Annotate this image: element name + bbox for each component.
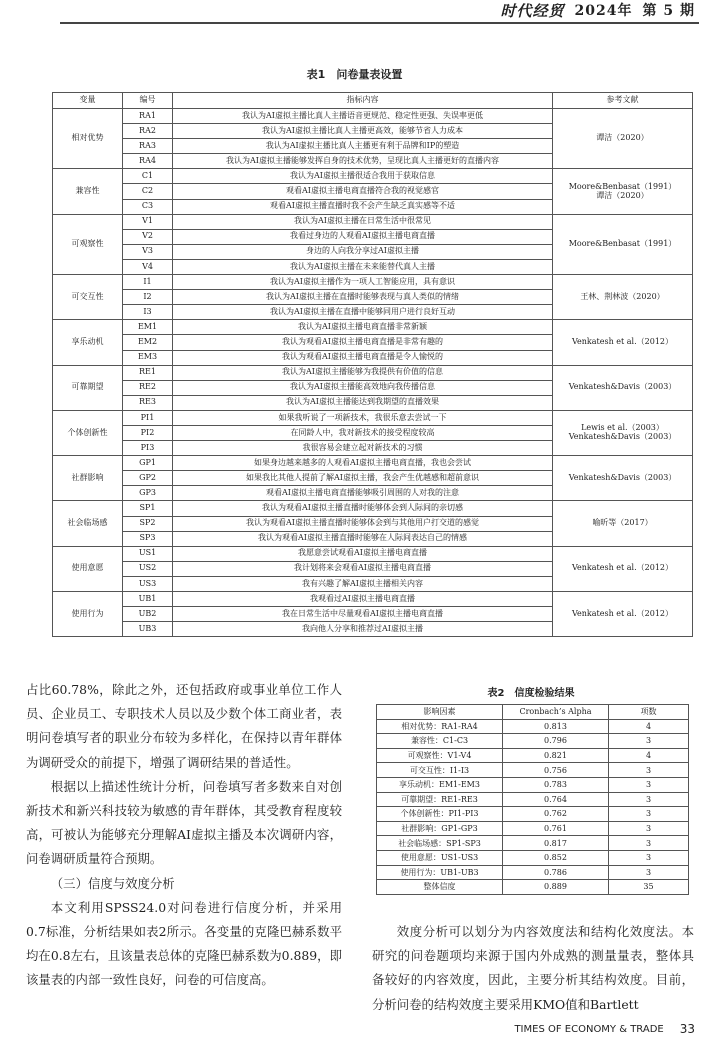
item-code-cell: C2 [123,184,173,199]
table2-cell: 0.821 [503,748,609,763]
variable-cell: 社会临场感 [53,501,123,546]
table2-cell: 0.852 [503,850,609,865]
item-text-cell: 我很容易会建立起对新技术的习惯 [173,441,553,456]
table-row [377,821,689,836]
item-text-cell: 我认为AI虚拟主播作为一项人工智能应用，具有意识 [173,275,553,290]
item-text-cell: 我在日常生活中尽量观看AI虚拟主播电商直播 [173,607,553,622]
table2-cell: 0.813 [503,719,609,734]
item-text-cell: 观看AI虚拟主播电商直播能够吸引周围的人对我的注意 [173,486,553,501]
table2-cell: 0.764 [503,792,609,807]
table-row [377,836,689,851]
table2-cell: 3 [609,821,689,836]
table2-cell: 0.796 [503,734,609,749]
item-text-cell: 我认为AI虚拟主播比真人主播语音更规范、稳定性更强、失误率更低 [173,109,553,124]
table2-header-cell: 影响因素 [377,705,503,720]
table2-cell: 3 [609,763,689,778]
variable-cell: 可交互性 [53,275,123,320]
item-text-cell: 我有兴趣了解AI虚拟主播相关内容 [173,576,553,591]
table-row [377,734,689,749]
item-text-cell: 我认为AI虚拟主播在直播时能够表现与真人类似的情绪 [173,290,553,305]
table2-cell: 0.761 [503,821,609,836]
table2-cell: 35 [609,880,689,895]
table2-cell: 可观察性：V1-V4 [377,748,503,763]
item-code-cell: I3 [123,305,173,320]
table2-cell: 0.762 [503,807,609,822]
item-text-cell: 观看AI虚拟主播直播时我不会产生缺乏真实感等不适 [173,199,553,214]
page-footer [514,1022,695,1036]
table-row [53,592,693,607]
reference-cell: Venkatesh et al.（2012） [553,320,693,365]
item-code-cell: GP1 [123,456,173,471]
variable-cell: 兼容性 [53,169,123,214]
paragraph: 本文利用SPSS24.0对问卷进行信度分析，并采用0.7标准，分析结果如表2所示。各变量的克隆巴赫系数平均在0.8左右，且该量表总体的克隆巴赫系数为0.889，即该量表的内部一致性良好，问卷的可信度高。 [26,899,342,988]
item-code-cell: C1 [123,169,173,184]
item-code-cell: US2 [123,561,173,576]
table-row [53,546,693,561]
table-row [377,777,689,792]
table2-cell: 社会临场感：SP1-SP3 [377,836,503,851]
reference-cell: 王林、荆林波（2020） [553,275,693,320]
item-code-cell: PI2 [123,425,173,440]
table2-cell: 整体信度 [377,880,503,895]
table2-header-cell: Cronbach’s Alpha [503,705,609,720]
item-code-cell: PI3 [123,441,173,456]
journal-issue: 第 5 期 [642,3,695,19]
item-code-cell: EM1 [123,320,173,335]
table-row [53,169,693,184]
item-text-cell: 我认为AI虚拟主播在直播中能够同用户进行良好互动 [173,305,553,320]
item-text-cell: 我认为AI虚拟主播能达到我期望的直播效果 [173,395,553,410]
item-text-cell: 我向他人分享和推荐过AI虚拟主播 [173,622,553,637]
reliability-table [376,704,689,895]
table-row [377,748,689,763]
paragraph: 占比60.78%，除此之外，还包括政府或事业单位工作人员、企业员工、专职技术人员以及少数个体工商业者，表明问卷填写者的职业分布较为多样化，在保持以青年群体为调研受众的前提下，增强了调研结果的普适性。 [26,682,342,770]
item-code-cell: SP1 [123,501,173,516]
table2-cell: 0.817 [503,836,609,851]
item-code-cell: SP3 [123,531,173,546]
item-text-cell: 我认为AI虚拟主播能够发挥自身的技术优势，呈现比真人主播更好的直播内容 [173,154,553,169]
item-code-cell: V3 [123,244,173,259]
item-code-cell: RE2 [123,380,173,395]
table2-cell: 3 [609,734,689,749]
table-row [53,275,693,290]
item-code-cell: V2 [123,229,173,244]
variable-cell: 相对优势 [53,109,123,169]
item-text-cell: 我认为观看AI虚拟主播电商直播是令人愉悦的 [173,350,553,365]
table2-cell: 3 [609,777,689,792]
item-code-cell: GP3 [123,486,173,501]
item-text-cell: 我认为观看AI虚拟主播直播时能够体会到与其他用户打交道的感觉 [173,516,553,531]
table-row [53,501,693,516]
item-code-cell: SP2 [123,516,173,531]
page-number: 33 [679,1022,695,1036]
item-text-cell: 我观看过AI虚拟主播电商直播 [173,592,553,607]
table1-header-cell: 编号 [123,93,173,109]
variable-cell: 社群影响 [53,456,123,501]
table2-cell: 使用意愿：US1-US3 [377,850,503,865]
table2-cell: 0.783 [503,777,609,792]
table2-cell: 相对优势：RA1-RA4 [377,719,503,734]
left-column [26,678,342,993]
table-row [53,214,693,229]
item-text-cell: 观看AI虚拟主播电商直播符合我的视觉感官 [173,184,553,199]
item-text-cell: 在同龄人中，我对新技术的接受程度较高 [173,425,553,440]
item-code-cell: US3 [123,576,173,591]
item-code-cell: RA3 [123,139,173,154]
table-row [53,109,693,124]
item-code-cell: I2 [123,290,173,305]
table2-header-cell: 项数 [609,705,689,720]
item-code-cell: I1 [123,275,173,290]
item-text-cell: 我认为AI虚拟主播能够为我提供有价值的信息 [173,365,553,380]
item-text-cell: 我计划将来会观看AI虚拟主播电商直播 [173,561,553,576]
item-text-cell: 我认为观看AI虚拟主播直播时能够在人际间表达自己的情感 [173,531,553,546]
item-code-cell: RE3 [123,395,173,410]
item-text-cell: 我认为观看AI虚拟主播直播时能够体会到人际间的亲切感 [173,501,553,516]
journal-year: 2024年 [574,3,633,19]
item-code-cell: EM2 [123,335,173,350]
table2-cell: 3 [609,836,689,851]
table-row [377,880,689,895]
variable-cell: 可靠期望 [53,365,123,410]
table2-cell: 社群影响：GP1-GP3 [377,821,503,836]
item-code-cell: V4 [123,259,173,274]
table2-cell: 0.756 [503,763,609,778]
item-code-cell: UB3 [123,622,173,637]
table-row [53,320,693,335]
item-text-cell: 我认为AI虚拟主播在未来能替代真人主播 [173,259,553,274]
reference-cell: Venkatesh et al.（2012） [553,592,693,637]
item-code-cell: RA1 [123,109,173,124]
table-row [53,365,693,380]
item-text-cell: 如果身边越来越多的人观看AI虚拟主播电商直播，我也会尝试 [173,456,553,471]
item-code-cell: C3 [123,199,173,214]
item-text-cell: 我认为AI虚拟主播比真人主播更高效，能够节省人力成本 [173,124,553,139]
paragraph: 根据以上描述性统计分析，问卷填写者多数来自对创新技术和新兴科技较为敏感的青年群体，其受教育程度较高，可被认为能够充分理解AI虚拟主播及本次调研内容，问卷调研质量符合预期。 [26,778,342,867]
item-text-cell: 身边的人向我分享过AI虚拟主播 [173,244,553,259]
item-code-cell: GP2 [123,471,173,486]
item-text-cell: 我看过身边的人观看AI虚拟主播电商直播 [173,229,553,244]
table-row [377,865,689,880]
reference-cell: Venkatesh&Davis（2003） [553,456,693,501]
item-code-cell: EM3 [123,350,173,365]
variable-cell: 可观察性 [53,214,123,274]
item-code-cell: V1 [123,214,173,229]
variable-cell: 使用行为 [53,592,123,637]
item-code-cell: RA4 [123,154,173,169]
reference-cell: 谭洁（2020） [553,109,693,169]
item-code-cell: UB2 [123,607,173,622]
journal-name: 时代经贸 [500,1,565,20]
table2-caption: 表2 信度检验结果 [487,688,575,699]
item-text-cell: 我认为AI虚拟主播比真人主播更有利于品牌和IP的塑造 [173,139,553,154]
right-column [372,920,694,1017]
table2-cell: 个体创新性：PI1-PI3 [377,807,503,822]
table-row [377,763,689,778]
item-text-cell: 我认为AI虚拟主播在日常生活中很常见 [173,214,553,229]
table-row [377,792,689,807]
table2-cell: 使用行为：UB1-UB3 [377,865,503,880]
item-text-cell: 我认为AI虚拟主播电商直播非常新颖 [173,320,553,335]
table2-cell: 享乐动机：EM1-EM3 [377,777,503,792]
reference-cell: 喻昕等（2017） [553,501,693,546]
variable-cell: 使用意愿 [53,546,123,591]
table2-cell: 可靠期望：RE1-RE3 [377,792,503,807]
table2-cell: 兼容性：C1-C3 [377,734,503,749]
table1-header-cell: 参考文献 [553,93,693,109]
table2-cell: 4 [609,748,689,763]
item-code-cell: RA2 [123,124,173,139]
reference-cell: Lewis et al.（2003） Venkatesh&Davis（2003） [553,410,693,455]
item-text-cell: 如果我比其他人提前了解AI虚拟主播，我会产生优越感和超前意识 [173,471,553,486]
variable-cell: 享乐动机 [53,320,123,365]
paragraph: 效度分析可以划分为内容效度法和结构化效度法。本研究的问卷题项均来源于国内外成熟的测量量表，整体具备较好的内容效度，因此，主要分析其结构效度。目前，分析问卷的结构效度主要采用KMO值和Bartlett [372,924,694,1012]
table-row [377,807,689,822]
table1-header-row [53,93,693,109]
table2-cell: 3 [609,807,689,822]
item-text-cell: 我认为观看AI虚拟主播电商直播是非常有趣的 [173,335,553,350]
table2-cell: 0.889 [503,880,609,895]
table1-header-cell: 变量 [53,93,123,109]
table-row [53,456,693,471]
table2-cell: 3 [609,865,689,880]
table2-cell: 4 [609,719,689,734]
table-row [53,410,693,425]
reference-cell: Moore&Benbasat（1991） [553,214,693,274]
reference-cell: Venkatesh&Davis（2003） [553,365,693,410]
section-subheading: （三）信度与效度分析 [50,875,175,891]
item-text-cell: 我愿意尝试观看AI虚拟主播电商直播 [173,546,553,561]
table-row [377,850,689,865]
item-text-cell: 我认为AI虚拟主播能高效地向我传播信息 [173,380,553,395]
table2-cell: 0.786 [503,865,609,880]
header-rule [60,22,699,24]
variable-cell: 个体创新性 [53,410,123,455]
table-row [377,719,689,734]
page-header [501,0,695,20]
item-code-cell: UB1 [123,592,173,607]
table2-cell: 3 [609,850,689,865]
item-code-cell: RE1 [123,365,173,380]
table2-cell: 可交互性：I1-I3 [377,763,503,778]
table2-cell: 3 [609,792,689,807]
item-text-cell: 我认为AI虚拟主播很适合我用于获取信息 [173,169,553,184]
reference-cell: Moore&Benbasat（1991） 谭洁（2020） [553,169,693,214]
reference-cell: Venkatesh et al.（2012） [553,546,693,591]
item-text-cell: 如果我听说了一项新技术，我很乐意去尝试一下 [173,410,553,425]
table1-caption: 表1 问卷量表设置 [306,68,403,81]
item-code-cell: PI1 [123,410,173,425]
journal-english-name: TIMES OF ECONOMY & TRADE [514,1023,664,1035]
table2-header-row [377,705,689,720]
table1-header-cell: 指标内容 [173,93,553,109]
questionnaire-table [52,92,693,637]
item-code-cell: US1 [123,546,173,561]
